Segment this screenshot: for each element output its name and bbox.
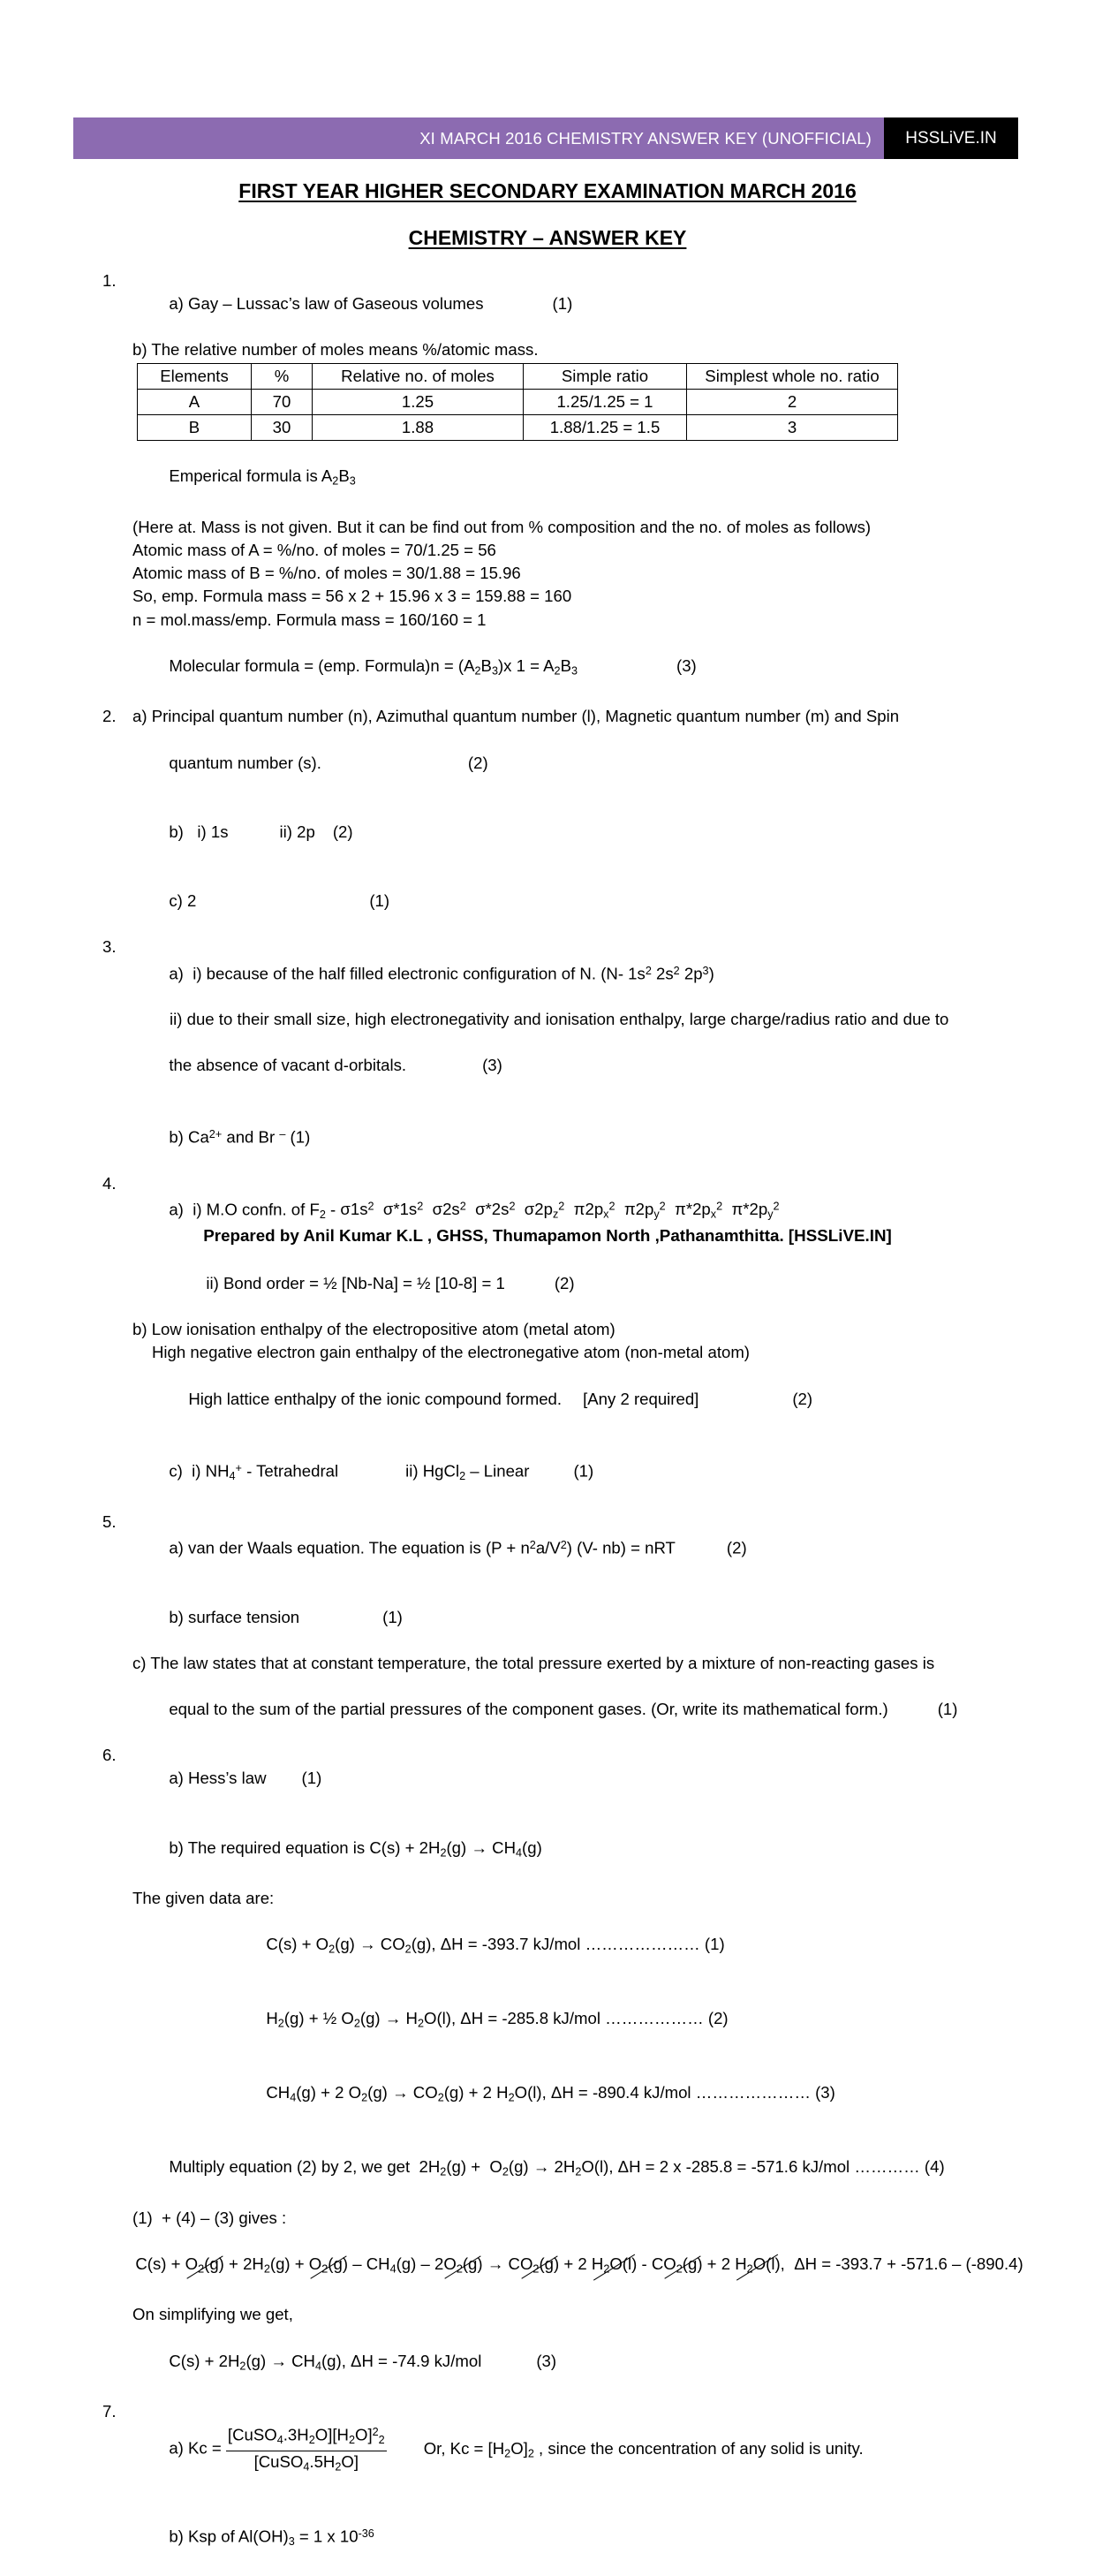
q6-eq2-text: $H_2(g)$ + ½ $O_2(g) \to H_2O(l)$, ΔH = -285.8 kJ/mol	[266, 2009, 600, 2030]
q7-part-a	[132, 2400, 1026, 2498]
question-3	[99, 936, 1026, 1172]
q1-empirical-sub2: 3	[349, 475, 356, 488]
q5-part-c-line2	[132, 1675, 1026, 1744]
question-2-number: 2.	[102, 707, 117, 726]
q5-a-sup1: 2	[529, 1539, 536, 1551]
q5-c-marks: (1)	[937, 1699, 958, 1718]
q6-eq2-num: (2)	[707, 2009, 729, 2028]
q1-note: (Here at. Mass is not given. But it can be find out from % composition and the no. of moles as follows)	[132, 518, 872, 537]
q2-part-c	[132, 867, 1026, 936]
q4-part-c	[132, 1434, 1026, 1511]
document-title-secondary-text: CHEMISTRY – ANSWER KEY	[408, 226, 687, 249]
question-2	[99, 705, 1026, 936]
q7-b-sup: -36	[358, 2527, 374, 2540]
q3-ai-m1: 2s	[651, 963, 674, 982]
q2-part-b-i: b) i) 1s	[169, 822, 229, 841]
q3-ai-sup3: 3	[702, 964, 709, 977]
q6-final-marks: (3)	[536, 2351, 557, 2370]
q1-mf-pre: Molecular formula = (emp. Formula)n = (A	[169, 655, 475, 675]
cancelled-species: $H_2O(l)$	[735, 2253, 780, 2281]
question-3-number: 3.	[102, 937, 117, 957]
table-row	[138, 390, 898, 415]
q6-gives-line: (1) + (4) – (3) gives :	[132, 2208, 287, 2227]
q2-part-a-line1: a) Principal quantum number (n), Azimuthal quantum number (l), Magnetic quantum number (m) and Spin	[132, 707, 900, 726]
q1-mf-s3: 2	[554, 664, 561, 678]
q4-ai-pre: a) i) M.O confn. of F	[169, 1200, 320, 1219]
question-7-number: 7.	[102, 2402, 117, 2421]
cancelled-species: $O_2(g)$	[663, 2253, 702, 2281]
q6-final-s2: 4	[314, 2360, 321, 2373]
question-1-number: 1.	[102, 271, 117, 290]
q1-mf-m3: B	[560, 655, 571, 675]
table-cell: 1.88/1.25 = 1.5	[524, 415, 687, 441]
q1-molecular-formula	[132, 632, 1026, 706]
q4-part-a-ii	[132, 1249, 1026, 1318]
q4-aii-marks: (2)	[554, 1274, 575, 1293]
q3-b-marks: (1)	[290, 1127, 311, 1147]
q6-eq3-dots: …………………	[695, 2083, 811, 2102]
q4-c-pre: c) i) NH	[169, 1461, 230, 1481]
q5-part-b	[132, 1582, 1026, 1651]
q6-b-m2: (g)	[522, 1837, 542, 1857]
q1-part-b: b) The relative number of moles means %/atomic mass.	[132, 340, 539, 360]
q6-b-s1: 2	[440, 1846, 447, 1860]
question-6-number: 6.	[102, 1746, 117, 1765]
page-header-bar	[71, 117, 1018, 159]
cancelled-species: $H_2O(l)$	[592, 2253, 637, 2281]
table-cell: 70	[252, 390, 313, 415]
q1-part-a-marks: (1)	[552, 294, 573, 314]
header-brand-block	[884, 117, 1018, 159]
q7-a-alternative: Or, $Kc = [H_2O]_2$ , since the concentration of any solid is unity.	[423, 2438, 864, 2460]
q4-part-b-line2: High negative electron gain enthalpy of the electronegative atom (non-metal atom)	[152, 1343, 751, 1362]
q3-ai-sup1: 2	[645, 964, 652, 977]
q1-empirical-formula	[132, 442, 1026, 516]
q3-aii-marks: (3)	[482, 1056, 502, 1075]
q6-final-s1: 2	[239, 2360, 246, 2373]
q6-final-m2: (g), ΔH = -74.9 kJ/mol	[321, 2351, 482, 2370]
q5-a-m2: ) (V- nb) = nRT	[566, 1538, 676, 1557]
question-1-continued	[99, 442, 1026, 705]
q3-ai-pre: a) i) because of the half filled electronic configuration of N. (N- 1s	[169, 963, 646, 982]
table-header-cell: %	[252, 364, 313, 390]
q3-b-mid: and Br	[222, 1127, 280, 1147]
q3-ai-m2: 2p	[679, 963, 703, 982]
q6-b-s2: 4	[516, 1846, 523, 1860]
q6-eq2-dots: ………………	[605, 2009, 704, 2028]
q6-b-m1: (g) → CH	[446, 1837, 516, 1857]
q6-final-pre: C(s) + 2H	[169, 2351, 240, 2370]
q4-c-sub: 4	[229, 1469, 236, 1482]
q4-c-ii-pre: ii) HgCl	[405, 1461, 460, 1481]
q4-c-mid: - Tetrahedral	[241, 1461, 339, 1481]
q1-mf-s4: 3	[570, 664, 578, 678]
q6-eq1-num: (1)	[704, 1935, 725, 1954]
q3-part-a-i	[132, 936, 1026, 1008]
q2-part-b-ii: ii) 2p	[279, 822, 315, 841]
q3-aii-line2-text: the absence of vacant d-orbitals.	[169, 1056, 407, 1075]
table-header-cell: Relative no. of moles	[313, 364, 524, 390]
q1-empirical-sub1: 2	[332, 475, 339, 488]
q4-part-b-line3	[132, 1365, 1026, 1434]
q6-multiply-line	[132, 2133, 1026, 2207]
q7-part-b	[132, 2499, 1026, 2576]
q6-eq3-num: (3)	[815, 2083, 835, 2102]
q5-a-marks: (2)	[726, 1538, 747, 1557]
q6-final-equation	[132, 2327, 1026, 2401]
q1-mf-m1: B	[480, 655, 492, 675]
q6-simplify-label: On simplifying we get,	[132, 2305, 293, 2324]
q1-mf-marks: (3)	[676, 655, 697, 675]
q5-c-l2-text: equal to the sum of the partial pressures of the component gases. (Or, write its mathematical form.)	[169, 1699, 888, 1718]
q6-eq1-text: $C(s) + O_2(g) \to CO_2(g)$, ΔH = -393.7 kJ/mol	[266, 1935, 581, 1956]
q4-ai-sub: 2	[319, 1208, 326, 1221]
q4-part-b-line1: b) Low ionisation enthalpy of the electropositive atom (metal atom)	[132, 1320, 615, 1339]
q3-b-sup: 2+	[208, 1128, 223, 1141]
q7-kc-numerator: $[CuSO_4.3H_2O][H_2O]^2_2$	[226, 2421, 387, 2451]
q5-a-sup2: 2	[560, 1539, 567, 1551]
q3-part-b	[132, 1100, 1026, 1172]
q4-b-marks: (2)	[792, 1389, 813, 1408]
document-title-secondary	[0, 226, 1095, 250]
question-6	[99, 1744, 1026, 2400]
q1-mf-s2: 3	[491, 664, 498, 678]
q6-multiply-dots: …………	[854, 2156, 920, 2176]
question-1	[99, 269, 1026, 361]
table-cell: 1.25/1.25 = 1	[524, 390, 687, 415]
q1-part-a	[132, 269, 1026, 338]
q6-part-b	[132, 1813, 1026, 1887]
document-footer: Prepared by Anil Kumar K.L , GHSS, Thumapamon North ,Pathanamthitta. [HSSLiVE.IN]	[203, 1226, 892, 1245]
q5-a-m1: a/V	[535, 1538, 561, 1557]
q6-eq1-dots: …………………	[585, 1935, 700, 1954]
q6-final-m1: (g) → CH	[245, 2351, 315, 2370]
table-row	[138, 415, 898, 441]
cancelled-species: $O_2(g)$	[185, 2253, 224, 2281]
table-header-cell: Simplest whole no. ratio	[687, 364, 898, 390]
table-cell: 3	[687, 415, 898, 441]
q1-formula-mass: So, emp. Formula mass = 56 x 2 + 15.96 x 3 = 159.88 = 160	[132, 587, 572, 606]
header-brand-text: HSSLiVE.IN	[905, 128, 997, 148]
q2-part-a-line2	[132, 729, 1026, 798]
q6-multiply-text: Multiply equation (2) by 2, we get $2H_2(g) + O_2(g) \to 2H_2O(l)$, ΔH = 2 x -285.8 = -571.6 kJ/mol	[169, 2156, 850, 2178]
q4-b-l3-text: High lattice enthalpy of the ionic compound formed.	[188, 1389, 563, 1408]
q6-cancellation-tail: ΔH = -393.7 + -571.6 – (-890.4)	[794, 2254, 1023, 2273]
q7-b-pre: b) Ksp of Al(OH)	[169, 2527, 289, 2546]
q6-equation-2	[132, 1984, 1026, 2058]
q6-equation-3	[132, 2058, 1026, 2133]
q6-a-marks: (1)	[301, 1769, 322, 1788]
q1-mf-m2: )x 1 = A	[497, 655, 555, 675]
q5-b-marks: (1)	[382, 1607, 403, 1626]
q6-multiply-num: (4)	[924, 2156, 945, 2176]
table-cell: 1.88	[313, 415, 524, 441]
q2-part-c-text: c) 2	[169, 891, 197, 911]
q1-empirical-mid: B	[338, 466, 350, 486]
q1-atomic-mass-b: Atomic mass of B = %/no. of moles = 30/1.88 = 15.96	[132, 564, 521, 583]
q6-part-a	[132, 1744, 1026, 1813]
q1-n-value: n = mol.mass/emp. Formula mass = 160/160 = 1	[132, 610, 487, 629]
cancelled-species: $O_2(g)$	[309, 2253, 348, 2281]
q3-part-a-ii-line2	[132, 1031, 1026, 1100]
q3-ai-m3: )	[708, 963, 714, 982]
q6-eq3-text: $CH_4(g) + 2$ $O_2(g) \to CO_2(g) + 2$ $H_2O(l)$, ΔH = -890.4 kJ/mol	[266, 2083, 691, 2104]
q2-part-b	[132, 798, 1026, 867]
q5-a-pre: a) van der Waals equation. The equation is (P + n	[169, 1538, 530, 1557]
q4-aii-text: ii) Bond order = ½ [Nb-Na] = ½ [10-8] = 1	[206, 1274, 505, 1293]
document-title-primary	[0, 179, 1095, 203]
q1-empirical-pre: Emperical formula is A	[169, 466, 333, 486]
q7-a-label: a) Kc =	[169, 2438, 226, 2458]
answer-key-body	[99, 269, 1026, 2576]
table-cell: A	[138, 390, 252, 415]
q2-part-c-marks: (1)	[369, 891, 390, 911]
question-5	[99, 1511, 1026, 1744]
header-banner-text: XI MARCH 2016 CHEMISTRY ANSWER KEY (UNOFFICIAL)	[419, 128, 872, 148]
q4-b-l3-note: [Any 2 required]	[583, 1389, 699, 1408]
q6-given-data-label: The given data are:	[132, 1889, 275, 1908]
q6-b-pre: b) The required equation is C(s) + 2H	[169, 1837, 441, 1857]
q2-part-a-line2-text: quantum number (s).	[169, 753, 321, 772]
q3-part-a-ii-line1: ii) due to their small size, high electronegativity and ionisation enthalpy, large charge/radius ratio and due to	[170, 1009, 949, 1028]
q4-c-ii-rest: – Linear	[465, 1461, 530, 1481]
table-header-cell: Simple ratio	[524, 364, 687, 390]
moles-table-body	[138, 364, 898, 441]
table-cell: B	[138, 415, 252, 441]
q5-part-c-line1: c) The law states that at constant temperature, the total pressure exerted by a mixture of non-reacting gases is	[132, 1653, 935, 1672]
moles-table	[137, 363, 898, 441]
q2-part-a-marks: (2)	[467, 753, 488, 772]
table-header-row	[138, 364, 898, 390]
q4-c-sup: +	[235, 1461, 242, 1474]
q1-mf-s1: 2	[474, 664, 481, 678]
q4-part-a-i: a) i) M.O confn. of $F_2 - \sigma 1s^2$ $\sigma*1s^2$ $\sigma 2s^2$ $\sigma*2s^2$ $\sigma 2p_z^2$ $\pi 2p_x^2$ $\pi 2p_y^2$ $\pi*2p_x^2$ $\pi*2p_y^2$	[169, 1200, 780, 1221]
q7-kc-denominator: $[CuSO_4.5H_2O]$	[253, 2452, 359, 2474]
q2-part-b-marks: (2)	[332, 822, 353, 841]
q1-part-a-text: a) Gay – Lussac’s law of Gaseous volumes	[169, 294, 484, 314]
q1-atomic-mass-a: Atomic mass of A = %/no. of moles = 70/1.25 = 56	[132, 541, 496, 560]
document-title-primary-text: FIRST YEAR HIGHER SECONDARY EXAMINATION MARCH 2016	[238, 179, 857, 202]
q3-b-sup2: –	[279, 1128, 286, 1141]
q7-b-sub: 3	[288, 2534, 295, 2548]
cancelled-species: $O_2(g)$	[520, 2253, 559, 2281]
table-header-cell: Elements	[138, 364, 252, 390]
q6-cancellation-expression: $C(s) + O_2(g) + 2H_2(g) + O_2(g) - CH_4(g) - 2O_2(g) \to CO_2(g) + 2$ $H_2O(l) - CO_2(g) + 2$ $H_2O(l)$,	[135, 2254, 785, 2273]
q4-mo-configuration: $\sigma 1s^2$ $\sigma*1s^2$ $\sigma 2s^2$ $\sigma*2s^2$ $\sigma 2p_z^2$ $\pi 2p_x^2$ $\pi 2p_y^2$ $\pi*2p_x^2$ $\pi*2p_y^2$	[340, 1200, 780, 1221]
question-4	[99, 1172, 1026, 1511]
q4-c-marks: (1)	[573, 1461, 594, 1481]
q7-b-mid: = 1 x 10	[294, 2527, 359, 2546]
question-4-number: 4.	[102, 1173, 117, 1193]
question-5-number: 5.	[102, 1512, 117, 1531]
q3-b-pre: b) Ca	[169, 1127, 209, 1147]
q3-ai-sup2: 2	[673, 964, 680, 977]
question-7	[99, 2400, 1026, 2575]
q4-c-ii-sub: 2	[459, 1469, 466, 1482]
header-banner	[71, 117, 884, 159]
table-cell: 30	[252, 415, 313, 441]
q5-b-text: b) surface tension	[169, 1607, 300, 1626]
table-cell: 2	[687, 390, 898, 415]
q6-cancellation-line	[99, 2230, 1026, 2304]
q6-equation-1	[132, 1910, 1026, 1984]
q5-part-a	[132, 1511, 1026, 1583]
cancelled-species: $O_2(g)$	[443, 2253, 482, 2281]
q6-a-text: a) Hess’s law	[169, 1769, 267, 1788]
table-cell: 1.25	[313, 390, 524, 415]
q7-kc-fraction	[226, 2421, 387, 2477]
